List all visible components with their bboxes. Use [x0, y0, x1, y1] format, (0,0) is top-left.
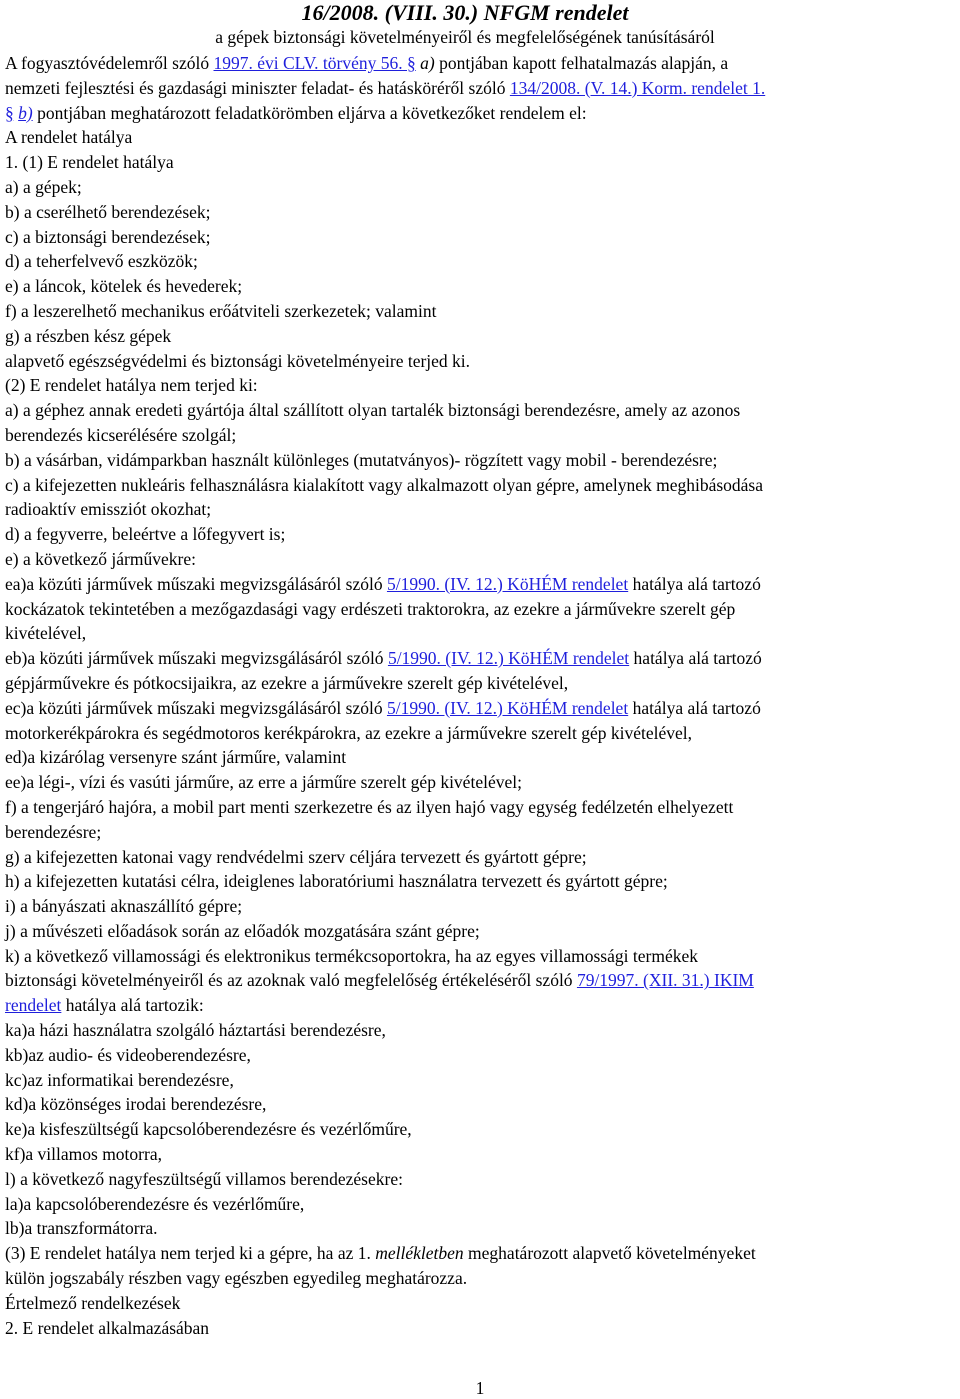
scope-lines-2 — [5, 721, 950, 969]
text-line-2: kc)az informatikai berendezésre, — [5, 1069, 234, 1090]
text-line-6: l) a következő nagyfeszültségű villamos berendezésekre: — [5, 1168, 403, 1189]
text-line-14: c) a kifejezetten nukleáris felhasználásra kialakított vagy alkalmazott olyan gépre, amelynek meghibásodása — [5, 474, 764, 495]
text-line-3: f) a tengerjáró hajóra, a mobil part menti szerkezetre és az ilyen hajó vagy egység fedélzetén elhelyezett — [5, 796, 734, 817]
section-mark-link[interactable]: § — [406, 53, 416, 73]
text-line-1: kb)az audio- és videoberendezésre, — [5, 1044, 251, 1065]
law-link-79-1997-cont[interactable]: rendelet — [5, 995, 62, 1016]
line-ec — [5, 696, 950, 721]
text-line-5: kf)a villamos motorra, — [5, 1144, 162, 1165]
text-line-0: motorkerékpárokra és segédmotoros kerékpárokra, az ezekre a járművekre szerelt gép kivételével, — [5, 722, 693, 743]
text-line-4: ke)a kisfeszültségű kapcsolóberendezésre és vezérlőműre, — [5, 1119, 412, 1140]
line-eb — [5, 646, 950, 671]
scope-lines-3 — [5, 1018, 950, 1241]
document-title: 16/2008. (VIII. 30.) NFGM rendelet — [301, 0, 629, 25]
text-line-8: j) a művészeti előadások során az előadók mozgatására szánt gépre; — [5, 920, 480, 941]
text-line-7: f) a leszerelhető mechanikus erőátviteli szerkezetek; valamint — [5, 300, 437, 321]
section-mark-link[interactable]: § — [5, 102, 14, 123]
text: pontjában kapott felhatalmazás alapján, a — [434, 53, 729, 73]
text: hatálya alá tartozó — [628, 697, 761, 718]
point-a-italic: a) — [420, 53, 435, 73]
preamble-line-3 — [5, 101, 950, 126]
line-ea-2: kockázatok tekintetében a mezőgazdasági vagy erdészeti traktorokra, az ezekre a járművekre szerelt gép — [5, 598, 736, 619]
annex-ref: mellékletben — [375, 1243, 464, 1264]
text: nemzeti fejlesztési és gazdasági miniszter feladat- és hatásköréről szóló — [5, 77, 510, 98]
text-line-1: Értelmező rendelkezések — [5, 1292, 181, 1313]
law-link-134-2008[interactable]: 134/2008. (V. 14.) Korm. rendelet 1. — [509, 77, 766, 98]
text-line-5: g) a kifejezetten katonai vagy rendvédelmi szerv céljára tervezett és gyártott gépre; — [5, 846, 587, 867]
text-line-2: a) a gépek; — [5, 176, 82, 197]
text-line-0: külön jogszabály részben vagy egészben egyedileg meghatározza. — [5, 1268, 468, 1289]
text-line-7: la)a kapcsolóberendezésre és vezérlőműre, — [5, 1193, 305, 1214]
text-line-15: radioaktív emissziót okozhat; — [5, 499, 212, 520]
text-line-8: lb)a transzformátorra. — [5, 1218, 158, 1239]
text: pontjában meghatározott feladatkörömben eljárva a következőket rendelem el: — [32, 102, 587, 123]
page-number: 1 — [475, 1378, 485, 1398]
text-line-10: (2) E rendelet hatálya nem terjed ki: — [5, 375, 258, 396]
text-line-13: b) a vásárban, vidámparkban használt különleges (mutatványos)- rögzített vagy mobil - berendezésre; — [5, 449, 718, 470]
text: (3) E rendelet hatálya nem terjed ki a gépre, ha az 1. — [5, 1243, 376, 1264]
text-line-6: e) a láncok, kötelek és hevederek; — [5, 276, 243, 297]
text: hatálya alá tartozik: — [61, 995, 204, 1016]
line-k2 — [5, 968, 950, 993]
line-k3 — [5, 993, 950, 1018]
law-link-5-1990[interactable]: 5/1990. (IV. 12.) KöHÉM rendelet — [386, 573, 629, 594]
text-line-1: ed)a kizárólag versenyre szánt járműre, valamint — [5, 747, 347, 768]
text-line-7: i) a bányászati aknaszállító gépre; — [5, 896, 243, 917]
text-line-17: e) a következő járművekre: — [5, 548, 196, 569]
line-ea-3: kivételével, — [5, 623, 87, 644]
line-eb-2: gépjárművekre és pótkocsijaikra, az ezekre a járművekre szerelt gép kivételével, — [5, 672, 569, 693]
scope-lines — [5, 125, 950, 571]
law-link-79-1997[interactable]: 79/1997. (XII. 31.) IKIM — [576, 970, 754, 991]
text-line-12: berendezés kicserélésére szolgál; — [5, 424, 237, 445]
text-line-3: kd)a közönséges irodai berendezésre, — [5, 1094, 267, 1115]
text: eb)a közúti járművek műszaki megvizsgálásáról szóló — [5, 648, 388, 669]
law-link-5-1990[interactable]: 5/1990. (IV. 12.) KöHÉM rendelet — [387, 648, 630, 669]
text: hatálya alá tartozó — [628, 573, 761, 594]
text-line-3: b) a cserélhető berendezések; — [5, 201, 211, 222]
text-line-11: a) a géphez annak eredeti gyártója által szállított olyan tartalék biztonsági berendezésre, amely az azonos — [5, 400, 741, 421]
text: meghatározott alapvető követelményeket — [463, 1243, 756, 1264]
document-subtitle: a gépek biztonsági követelményeiről és megfelelőségének tanúsításáról — [215, 27, 715, 47]
text-line-6: h) a kifejezetten kutatási célra, ideiglenes laboratóriumi használatra tervezett és gyártott gépre; — [5, 871, 668, 892]
text: A fogyasztóvédelemről szóló — [5, 53, 214, 73]
point-b-link[interactable]: b) — [18, 102, 33, 123]
text: hatálya alá tartozó — [629, 648, 762, 669]
text-line-9: k) a következő villamossági és elektronikus termékcsoportokra, ha az egyes villamossági termékek — [5, 945, 698, 966]
document-body — [5, 51, 950, 1340]
text-line-2: 2. E rendelet alkalmazásában — [5, 1317, 210, 1338]
law-link-5-1990[interactable]: 5/1990. (IV. 12.) KöHÉM rendelet — [386, 697, 629, 718]
text-line-1: 1. (1) E rendelet hatálya — [5, 152, 174, 173]
text-line-2: ee)a légi-, vízi és vasúti járműre, az erre a járműre szerelt gép kivételével; — [5, 772, 522, 793]
text: ea)a közúti járművek műszaki megvizsgálásáról szóló — [5, 573, 387, 594]
line-p3 — [5, 1241, 950, 1266]
preamble-line-1 — [5, 51, 950, 76]
text-line-5: d) a teherfelvevő eszközök; — [5, 251, 198, 272]
text-line-0: ka)a házi használatra szolgáló háztartási berendezésre, — [5, 1020, 386, 1041]
line-ea — [5, 572, 950, 597]
text: ec)a közúti járművek műszaki megvizsgálásáról szóló — [5, 697, 387, 718]
preamble-line-2 — [5, 76, 950, 101]
text: biztonsági követelményeiről és az azoknak való megfelelőség értékeléséről szóló — [5, 970, 577, 991]
text-line-4: c) a biztonsági berendezések; — [5, 226, 211, 247]
text-line-4: berendezésre; — [5, 821, 102, 842]
scope-lines-4 — [5, 1266, 950, 1340]
text-line-16: d) a fegyverre, beleértve a lőfegyvert is; — [5, 524, 286, 545]
text-line-9: alapvető egészségvédelmi és biztonsági követelményeire terjed ki. — [5, 350, 471, 371]
text-line-8: g) a részben kész gépek — [5, 325, 172, 346]
law-link-1997-clv[interactable]: 1997. évi CLV. törvény 56. — [213, 53, 407, 73]
text-line-0: A rendelet hatálya — [5, 127, 133, 148]
